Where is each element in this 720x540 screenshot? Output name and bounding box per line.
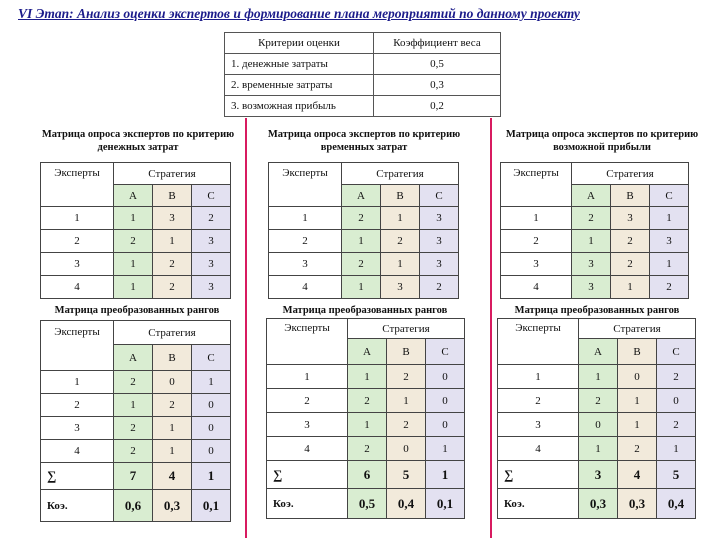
cell-b: 2 [153,394,192,417]
cell-c: 0 [426,389,465,413]
cell-c: 0 [192,440,231,463]
cell-b: 1 [387,389,426,413]
criteria-header: Критерии оценки [225,33,374,54]
cell-a: 0 [579,413,618,437]
expert-number: 1 [267,365,348,389]
cell-a: 2 [114,230,153,253]
sum-row [498,461,696,489]
experts-header: Эксперты [41,163,114,207]
table-row [41,253,231,276]
table-row [267,437,465,461]
cell-c: 1 [657,437,696,461]
col-a-header: A [342,185,381,207]
coef-a: 0,3 [579,489,618,519]
weights-table [224,32,501,117]
expert-number: 3 [41,417,114,440]
table-row [267,413,465,437]
cell-b: 1 [381,253,420,276]
col-a-header: A [114,345,153,371]
survey-heading-time: Матрица опроса экспертов по критерию временных затрат [267,129,461,153]
cell-c: 3 [420,230,459,253]
coef-row [41,490,231,522]
expert-number: 3 [41,253,114,276]
cell-b: 2 [153,276,192,299]
table-row [501,230,689,253]
survey-heading-profit: Матрица опроса экспертов по критерию возможной прибыли [505,129,699,153]
cell-c: 2 [650,276,689,299]
col-c-header: C [192,185,231,207]
coef-b: 0,3 [618,489,657,519]
table-row [267,389,465,413]
sum-a: 7 [114,463,153,490]
criterion-name: 2. временные затраты [225,75,374,96]
sum-label: ∑ [498,461,579,489]
table-row [501,207,689,230]
col-b-header: B [611,185,650,207]
expert-number: 3 [501,253,572,276]
sum-a: 6 [348,461,387,489]
cell-c: 0 [192,417,231,440]
expert-number: 1 [498,365,579,389]
cell-a: 1 [579,365,618,389]
cell-a: 1 [579,437,618,461]
cell-a: 3 [572,253,611,276]
coef-a: 0,6 [114,490,153,522]
sum-c: 1 [192,463,231,490]
cell-b: 0 [387,437,426,461]
page-title: VI Этап: Анализ оценки экспертов и формирование плана мероприятий по данному проекту [18,6,580,21]
cell-b: 2 [618,437,657,461]
col-b-header: B [387,339,426,365]
survey-heading-money: Матрица опроса экспертов по критерию денежных затрат [41,129,235,153]
cell-a: 1 [348,413,387,437]
col-c-header: C [426,339,465,365]
cell-c: 3 [192,253,231,276]
cell-a: 2 [114,371,153,394]
transformed-matrix-money [40,320,231,522]
criterion-name: 3. возможная прибыль [225,96,374,117]
column-divider [490,118,492,538]
table-row [498,389,696,413]
col-a-header: A [579,339,618,365]
cell-c: 3 [192,276,231,299]
table-row [41,371,231,394]
survey-matrix-time [268,162,459,299]
cell-b: 1 [153,440,192,463]
cell-b: 0 [153,371,192,394]
transformed-heading-profit: Матрица преобразованных рангов [514,305,680,316]
cell-b: 1 [381,207,420,230]
cell-a: 1 [114,207,153,230]
expert-number: 4 [501,276,572,299]
cell-a: 3 [572,276,611,299]
expert-number: 2 [269,230,342,253]
cell-b: 1 [153,230,192,253]
cell-c: 2 [657,413,696,437]
coef-label: Коэ. [267,489,348,519]
table-row [501,253,689,276]
col-b-header: B [618,339,657,365]
expert-number: 3 [498,413,579,437]
cell-c: 1 [650,207,689,230]
table-row [41,276,231,299]
table-row [269,230,459,253]
expert-number: 1 [269,207,342,230]
cell-c: 0 [426,365,465,389]
expert-number: 4 [269,276,342,299]
expert-number: 4 [41,440,114,463]
cell-c: 3 [420,207,459,230]
criterion-name: 1. денежные затраты [225,54,374,75]
cell-c: 0 [426,413,465,437]
strategy-header: Стратегия [572,163,689,185]
expert-number: 2 [501,230,572,253]
expert-number: 4 [498,437,579,461]
cell-c: 2 [657,365,696,389]
table-row [498,437,696,461]
weights-row [225,96,501,117]
cell-b: 1 [618,389,657,413]
table-row [269,276,459,299]
cell-b: 2 [387,365,426,389]
coef-row [498,489,696,519]
table-row [41,394,231,417]
cell-c: 3 [420,253,459,276]
cell-a: 1 [342,276,381,299]
cell-a: 2 [342,207,381,230]
survey-matrix-money [40,162,231,299]
weights-header-row [225,33,501,54]
cell-b: 3 [381,276,420,299]
strategy-header: Стратегия [579,319,696,339]
expert-number: 2 [267,389,348,413]
cell-a: 1 [114,276,153,299]
cell-b: 2 [611,253,650,276]
col-c-header: C [192,345,231,371]
col-c-header: C [657,339,696,365]
weight-header: Коэффициент веса [374,33,501,54]
experts-header: Эксперты [267,319,348,365]
experts-header: Эксперты [269,163,342,207]
cell-a: 1 [348,365,387,389]
table-row [498,365,696,389]
table-row [41,440,231,463]
col-a-header: A [572,185,611,207]
expert-number: 1 [501,207,572,230]
cell-b: 2 [153,253,192,276]
cell-b: 2 [611,230,650,253]
table-row [267,365,465,389]
transformed-heading-money: Матрица преобразованных рангов [54,305,220,316]
cell-a: 1 [342,230,381,253]
sum-label: ∑ [267,461,348,489]
cell-a: 1 [572,230,611,253]
experts-header: Эксперты [501,163,572,207]
table-row [269,207,459,230]
weights-row [225,54,501,75]
expert-number: 2 [41,230,114,253]
col-b-header: B [153,185,192,207]
cell-b: 3 [153,207,192,230]
table-row [501,276,689,299]
cell-a: 2 [114,417,153,440]
cell-c: 2 [192,207,231,230]
expert-number: 3 [269,253,342,276]
transformed-matrix-time [266,318,465,519]
cell-c: 2 [420,276,459,299]
cell-c: 0 [192,394,231,417]
sum-a: 3 [579,461,618,489]
cell-b: 3 [611,207,650,230]
strategy-header: Стратегия [348,319,465,339]
experts-header: Эксперты [498,319,579,365]
table-row [498,413,696,437]
column-divider [245,118,247,538]
sum-b: 4 [153,463,192,490]
weights-row [225,75,501,96]
expert-number: 1 [41,207,114,230]
sum-b: 5 [387,461,426,489]
cell-c: 3 [192,230,231,253]
sum-c: 5 [657,461,696,489]
strategy-header: Стратегия [342,163,459,185]
sum-b: 4 [618,461,657,489]
strategy-header: Стратегия [114,163,231,185]
cell-b: 1 [153,417,192,440]
col-c-header: C [420,185,459,207]
table-row [41,207,231,230]
col-b-header: B [153,345,192,371]
cell-a: 2 [342,253,381,276]
sum-row [41,463,231,490]
criterion-weight: 0,5 [374,54,501,75]
transformed-matrix-profit [497,318,696,519]
cell-c: 3 [650,230,689,253]
coef-c: 0,1 [192,490,231,522]
cell-c: 1 [650,253,689,276]
cell-a: 2 [579,389,618,413]
coef-c: 0,1 [426,489,465,519]
expert-number: 1 [41,371,114,394]
coef-label: Коэ. [498,489,579,519]
col-a-header: A [114,185,153,207]
transformed-heading-time: Матрица преобразованных рангов [282,305,448,316]
sum-c: 1 [426,461,465,489]
strategy-header: Стратегия [114,321,231,345]
expert-number: 3 [267,413,348,437]
cell-c: 0 [657,389,696,413]
cell-c: 1 [426,437,465,461]
expert-number: 2 [498,389,579,413]
cell-a: 2 [572,207,611,230]
cell-c: 1 [192,371,231,394]
cell-b: 0 [618,365,657,389]
sum-label: ∑ [41,463,114,490]
cell-a: 2 [348,437,387,461]
cell-a: 2 [348,389,387,413]
cell-a: 2 [114,440,153,463]
cell-b: 1 [618,413,657,437]
criterion-weight: 0,2 [374,96,501,117]
coef-c: 0,4 [657,489,696,519]
coef-a: 0,5 [348,489,387,519]
cell-a: 1 [114,394,153,417]
cell-b: 2 [387,413,426,437]
cell-a: 1 [114,253,153,276]
coef-b: 0,3 [153,490,192,522]
survey-matrix-profit [500,162,689,299]
cell-b: 1 [611,276,650,299]
expert-number: 4 [267,437,348,461]
cell-b: 2 [381,230,420,253]
col-b-header: B [381,185,420,207]
coef-b: 0,4 [387,489,426,519]
coef-row [267,489,465,519]
expert-number: 2 [41,394,114,417]
table-row [41,417,231,440]
coef-label: Коэ. [41,490,114,522]
table-row [269,253,459,276]
sum-row [267,461,465,489]
experts-header: Эксперты [41,321,114,371]
col-a-header: A [348,339,387,365]
table-row [41,230,231,253]
expert-number: 4 [41,276,114,299]
col-c-header: C [650,185,689,207]
criterion-weight: 0,3 [374,75,501,96]
